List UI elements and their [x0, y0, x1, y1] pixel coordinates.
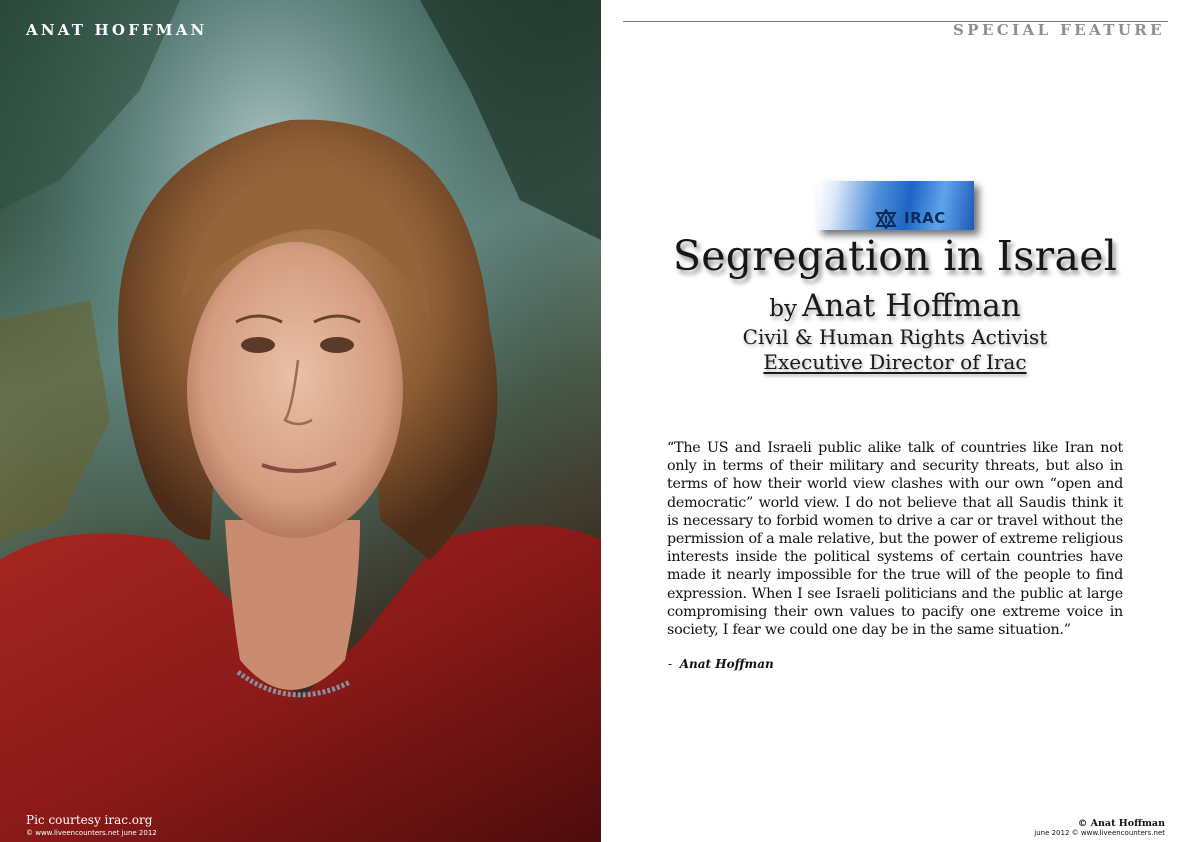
- photo-credit: Pic courtesy irac.org: [26, 813, 153, 827]
- pull-quote: “The US and Israeli public alike talk of countries like Iran not only in terms of their military and security threats, but also in terms of how their world view clashes with our own “open and democratic” world view. I do not believe that all Saudis think it is necessary to forbid women to drive a car or travel without the permission of a male relative, but the power of extreme religious interests inside the political systems of certain countries have made it nearly impossible for the true will of the people to find expression. When I see Israeli politicians and the public at large compromising their own values to pacify one extreme voice in society, I fear we could one day be in the same situation.”: [667, 440, 1123, 639]
- attribution-dash: -: [668, 657, 673, 671]
- scales-of-justice-icon: [873, 209, 899, 229]
- page-header-author: ANAT HOFFMAN: [26, 21, 208, 39]
- attribution-name: Anat Hoffman: [679, 657, 774, 671]
- section-label: SPECIAL FEATURE: [953, 21, 1165, 39]
- byline-prefix: by: [769, 296, 797, 322]
- logo-text: IRAC: [904, 209, 946, 227]
- irac-logo: [817, 181, 974, 230]
- byline: [620, 288, 1170, 324]
- author-role-1: Civil & Human Rights Activist: [742, 325, 1048, 349]
- author-role-2-text: Executive Director of Irac: [763, 350, 1027, 374]
- copyright-notice: © Anat Hoffman: [1077, 818, 1165, 829]
- quote-attribution: [668, 657, 774, 671]
- author-role-2: [620, 350, 1170, 374]
- right-page-footer: june 2012 © www.liveencounters.net: [1034, 829, 1165, 837]
- author-name: Anat Hoffman: [802, 288, 1021, 324]
- left-page-footer: © www.liveencounters.net june 2012: [26, 829, 157, 837]
- article-headline: Segregation in Israel: [672, 232, 1118, 280]
